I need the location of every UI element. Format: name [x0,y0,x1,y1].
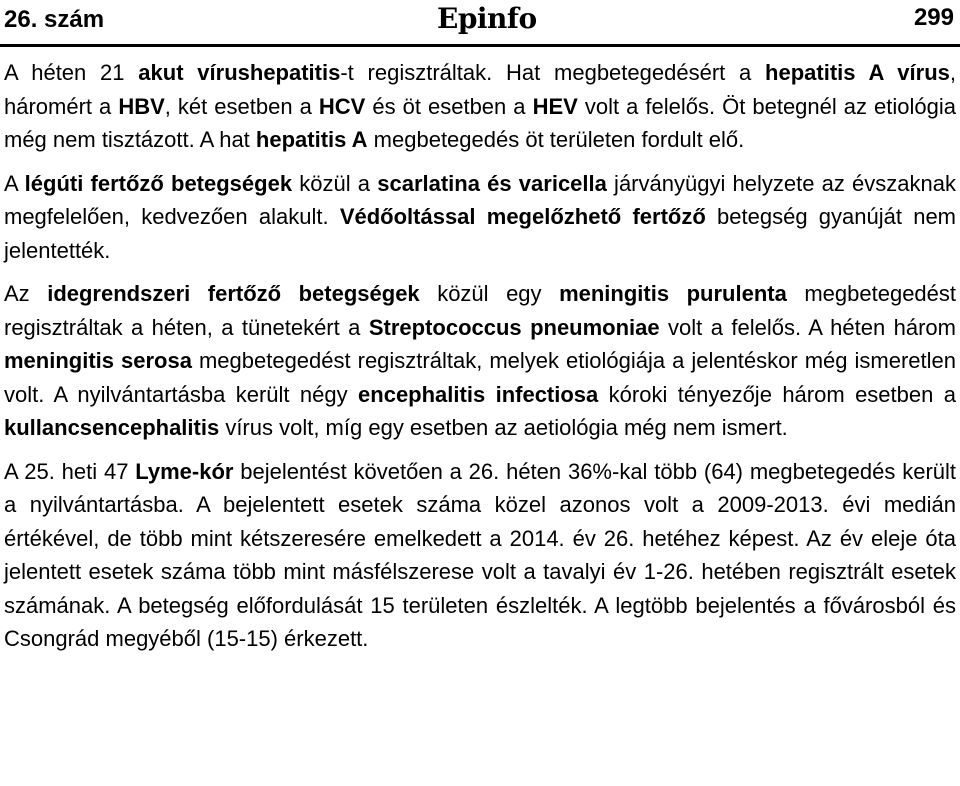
text-segment: járványügyi helyzete az évszaknak megfelelően, kedvezően alakult. [4,170,957,229]
bold-term: scarlatina és varicella [377,170,607,196]
page-number: 299 [913,4,954,31]
text-segment: megbetegedés öt területen fordult elő. [367,127,745,152]
paragraph [4,167,956,268]
text-segment: és öt esetben a [365,93,533,119]
bold-term: hepatitis A vírus [765,60,950,85]
bold-term: kullancsencephalitis [4,415,220,440]
text-segment: A 25. heti 47 [4,458,136,484]
text-segment: -t regisztráltak. Hat megbetegedésért a [340,60,766,85]
text-segment: , két esetben a [164,93,319,119]
text-segment: A [4,170,25,196]
paragraph [4,455,956,656]
text-segment: megbetegedést regisztráltak, melyek etiológiája a jelentéskor még ismeretlen volt. A nyilvántartásba került négy [4,348,956,407]
bold-term: HEV [532,93,578,119]
text-segment: vírus volt, míg egy esetben az aetiológia még nem ismert. [219,415,788,440]
paragraph [4,277,956,445]
article-body [4,56,956,656]
bold-term: meningitis serosa [4,348,192,373]
text-segment: kóroki tényezője három esetben a [598,381,956,407]
bold-term: Védőoltással megelőzhető fertőző [339,204,706,229]
bold-term: HCV [318,93,366,119]
bold-term: akut vírushepatitis [138,60,341,85]
publication-logo: Epinfo [437,2,537,35]
text-segment: megbetegedést regisztráltak a héten, a tünetekért a [4,281,957,340]
bold-term: encephalitis infectiosa [358,381,599,407]
bold-term: légúti fertőző betegségek [24,170,293,196]
bold-term: idegrendszeri fertőző betegségek [47,281,420,306]
bold-term: meningitis purulenta [559,281,787,306]
paragraph [4,56,956,157]
page-header [0,0,960,47]
text-segment: bejelentést követően a 26. héten 36%-kal több (64) megbetegedés került a nyilvántartásba. A bejelentett esetek száma közel azonos volt a 2009-2013. évi medián értékével, de több mint kétszeresére emelkedett a 2014. év 26. hetéhez képest. Az év eleje óta jelentett esetek száma több mint másfélszerese volt a tavalyi év 1-26. hetében regisztrált esetek számának. A betegség előfordulását 15 területen észlelték. A legtöbb bejelentés a fővárosból és Csongrád megyéből (15-15) érkezett. [4,458,956,651]
issue-number: 26. szám [4,6,105,33]
bold-term: HBV [118,93,165,119]
text-segment: Az [4,281,48,306]
bold-term: Lyme-kór [135,458,234,484]
text-segment: A héten 21 [4,60,139,85]
text-segment: betegség gyanúját nem jelentették. [4,204,957,263]
text-segment: közül a [292,170,378,196]
text-segment: közül egy [419,281,560,306]
text-segment: , háromért a [4,60,956,119]
bold-term: hepatitis A [255,127,368,152]
text-segment: volt a felelős. Öt betegnél az etiológia még nem tisztázott. A hat [4,93,957,152]
bold-term: Streptococcus pneumoniae [368,314,660,340]
text-segment: volt a felelős. A héten három [659,314,956,340]
